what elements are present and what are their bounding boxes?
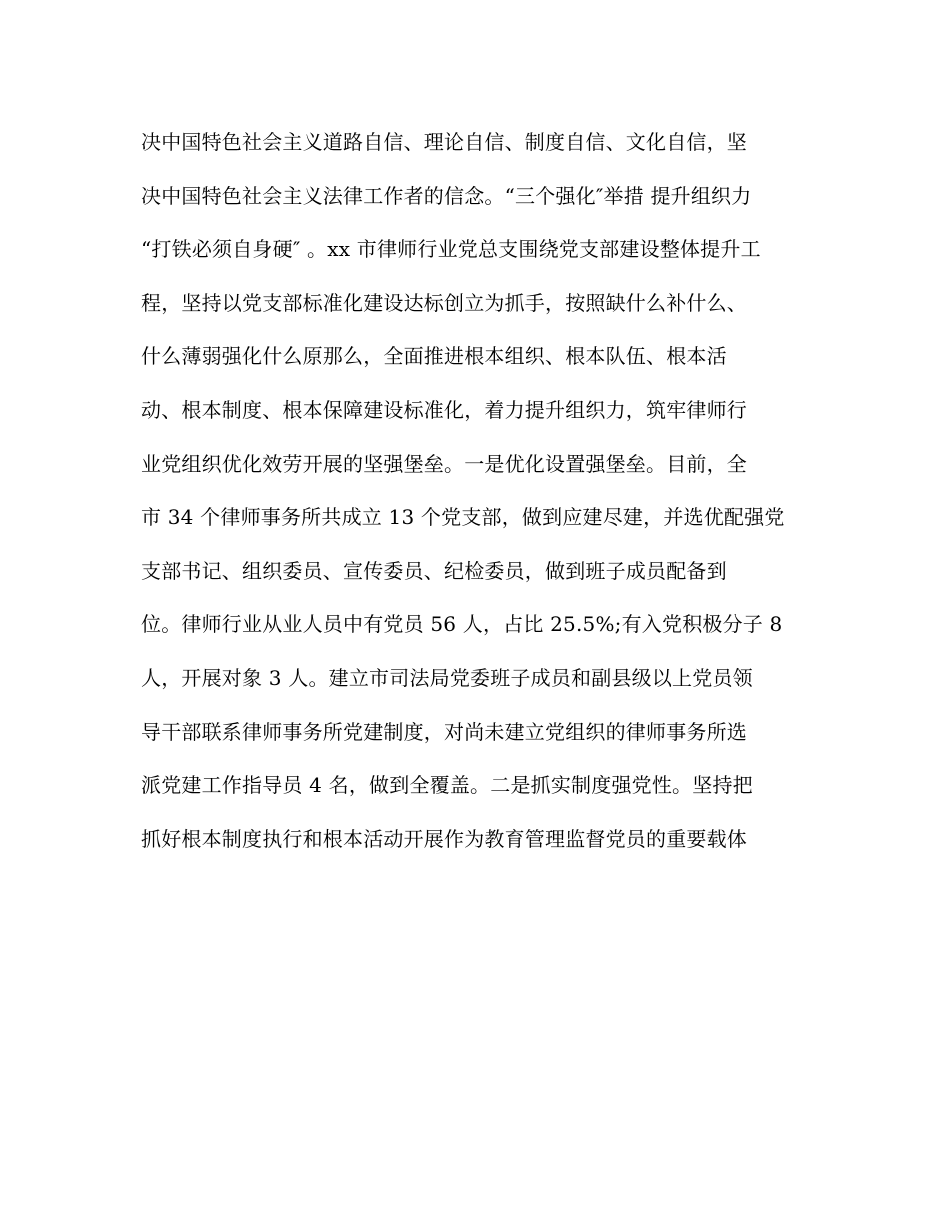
text-line-8: 市 34 个律师事务所共成立 13 个党支部，做到应建尽建，并选优配强党 [141,505,785,530]
text-line-10: 位。律师行业从业人员中有党员 56 人，占比 25.5%;有入党积极分子 8 [141,612,783,637]
body-text [141,124,821,874]
text-line-13: 派党建工作指导员 4 名，做到全覆盖。二是抓实制度强党性。坚持把 [141,773,753,798]
text-line-4: 程，坚持以党支部标准化建设达标创立为抓手，按照缺什么补什么、 [141,290,747,315]
text-line-14: 抓好根本制度执行和根本活动开展作为教育管理监督党员的重要载体 [141,826,747,851]
text-line-12: 导干部联系律师事务所党建制度，对尚未建立党组织的律师事务所选 [141,719,747,744]
text-line-11: 人，开展对象 3 人。建立市司法局党委班子成员和副县级以上党员领 [141,665,753,690]
text-line-6: 动、根本制度、根本保障建设标准化，着力提升组织力，筑牢律师行 [141,397,747,422]
text-line-7: 业党组织优化效劳开展的坚强堡垒。一是优化设置强堡垒。目前，全 [141,451,747,476]
text-line-2: 决中国特色社会主义法律工作者的信念。“三个强化″举措 提升组织力 [141,183,752,208]
text-line-9: 支部书记、组织委员、宣传委员、纪检委员，做到班子成员配备到 [141,558,727,583]
text-line-5: 什么薄弱强化什么原那么，全面推进根本组织、根本队伍、根本活 [141,344,727,369]
text-line-3: “打铁必须自身硬″ 。xx 市律师行业党总支围绕党支部建设整体提升工 [141,237,761,262]
text-line-1: 决中国特色社会主义道路自信、理论自信、制度自信、文化自信，坚 [141,130,747,154]
